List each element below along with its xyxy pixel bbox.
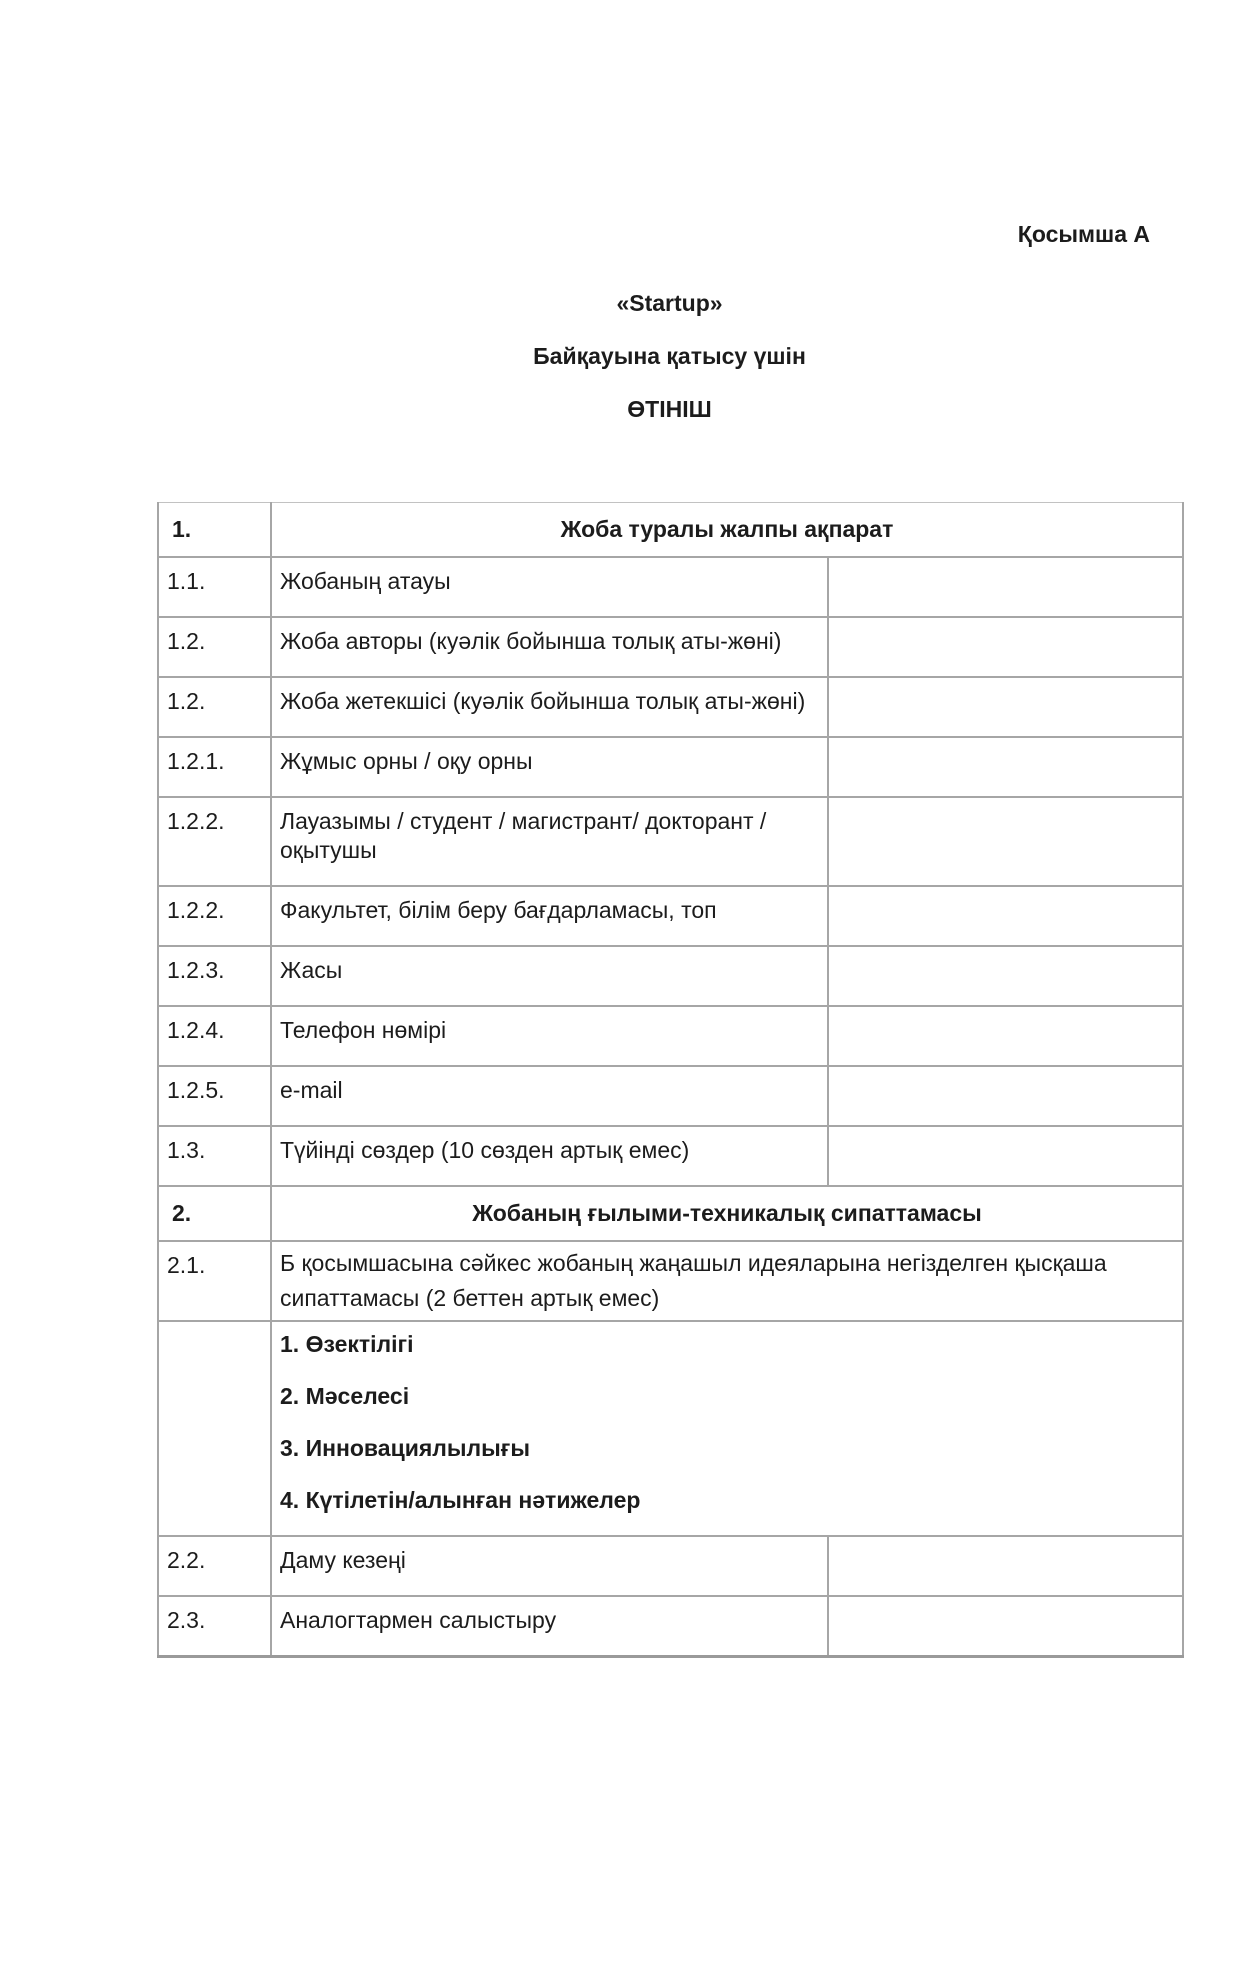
table-row-section-1 [158,503,1183,558]
row-number-cell: 1.2. [158,677,271,737]
row-label-cell: Даму кезеңі [271,1536,828,1596]
row-label-cell: Телефон нөмірі [271,1006,828,1066]
row-number-cell: 2.2. [158,1536,271,1596]
row-number-cell: 1.2.5. [158,1066,271,1126]
document-content [157,289,1182,1658]
row-number-cell [158,1321,271,1536]
table-row [158,677,1183,737]
table-row [158,1596,1183,1657]
row-value-cell[interactable] [828,1126,1183,1186]
table-row [158,886,1183,946]
table-row [158,1126,1183,1186]
table-row-criteria-list [158,1321,1183,1536]
row-value-cell[interactable] [828,946,1183,1006]
row-label-cell: e-mail [271,1066,828,1126]
row-label-cell: Жасы [271,946,828,1006]
row-value-cell[interactable] [828,1596,1183,1657]
table-row [158,617,1183,677]
row-label-cell: Лауазымы / студент / магистрант/ докторант / оқытушы [271,797,828,886]
document-page [0,220,1240,1974]
row-number-cell: 1.3. [158,1126,271,1186]
criteria-list-cell [271,1321,1183,1536]
row-number-cell: 1. [158,503,271,558]
title-application: ӨТІНІШ [627,396,712,422]
row-number-cell: 1.2.4. [158,1006,271,1066]
title-contest-participation: Байқауына қатысу үшін [533,343,806,369]
row-label-cell: Факультет, білім беру бағдарламасы, топ [271,886,828,946]
row-number-cell: 1.2. [158,617,271,677]
row-label-cell: Жұмыс орны / оқу орны [271,737,828,797]
table-row [158,1006,1183,1066]
title-startup: «Startup» [616,290,723,316]
row-number-cell: 1.2.2. [158,886,271,946]
row-label-cell: Жобаның атауы [271,557,828,617]
table-row [158,946,1183,1006]
row-label-cell: Жоба жетекшісі (куәлік бойынша толық аты-жөні) [271,677,828,737]
row-value-cell[interactable] [828,1066,1183,1126]
criteria-item: 4. Күтілетін/алынған нәтижелер [280,1487,641,1513]
row-number-cell: 1.2.2. [158,797,271,886]
section-title: Жоба туралы жалпы ақпарат [271,503,1183,558]
row-value-cell[interactable] [828,797,1183,886]
appendix-label: Қосымша А [1017,221,1150,247]
criteria-item: 3. Инновациялылығы [280,1435,530,1461]
row-label-cell: Жоба авторы (куәлік бойынша толық аты-жөні) [271,617,828,677]
table-row-section-2 [158,1186,1183,1241]
criteria-item: 1. Өзектілігі [280,1331,414,1357]
row-value-cell[interactable] [828,1006,1183,1066]
row-number-cell: 1.2.1. [158,737,271,797]
table-row [158,797,1183,886]
row-number-cell: 2. [158,1186,271,1241]
row-label-cell: Аналогтармен салыстыру [271,1596,828,1657]
table-row [158,737,1183,797]
application-table [157,502,1184,1658]
row-value-cell[interactable] [828,1536,1183,1596]
row-number-cell: 1.2.3. [158,946,271,1006]
row-value-cell[interactable] [828,737,1183,797]
row-label-cell: Б қосымшасына сәйкес жобаның жаңашыл идеяларына негізделген қысқаша сипаттамасы (2 беттен артық емес) [271,1241,1183,1321]
row-number-cell: 2.3. [158,1596,271,1657]
row-label-cell: Түйінді сөздер (10 сөзден артық емес) [271,1126,828,1186]
criteria-item: 2. Мәселесі [280,1383,410,1409]
table-row [158,1536,1183,1596]
table-row [158,1241,1183,1321]
section-title: Жобаның ғылыми-техникалық сипаттамасы [271,1186,1183,1241]
table-row [158,557,1183,617]
table-row [158,1066,1183,1126]
row-value-cell[interactable] [828,886,1183,946]
row-value-cell[interactable] [828,617,1183,677]
row-number-cell: 1.1. [158,557,271,617]
row-value-cell[interactable] [828,557,1183,617]
row-number-cell: 2.1. [158,1241,271,1321]
row-value-cell[interactable] [828,677,1183,737]
